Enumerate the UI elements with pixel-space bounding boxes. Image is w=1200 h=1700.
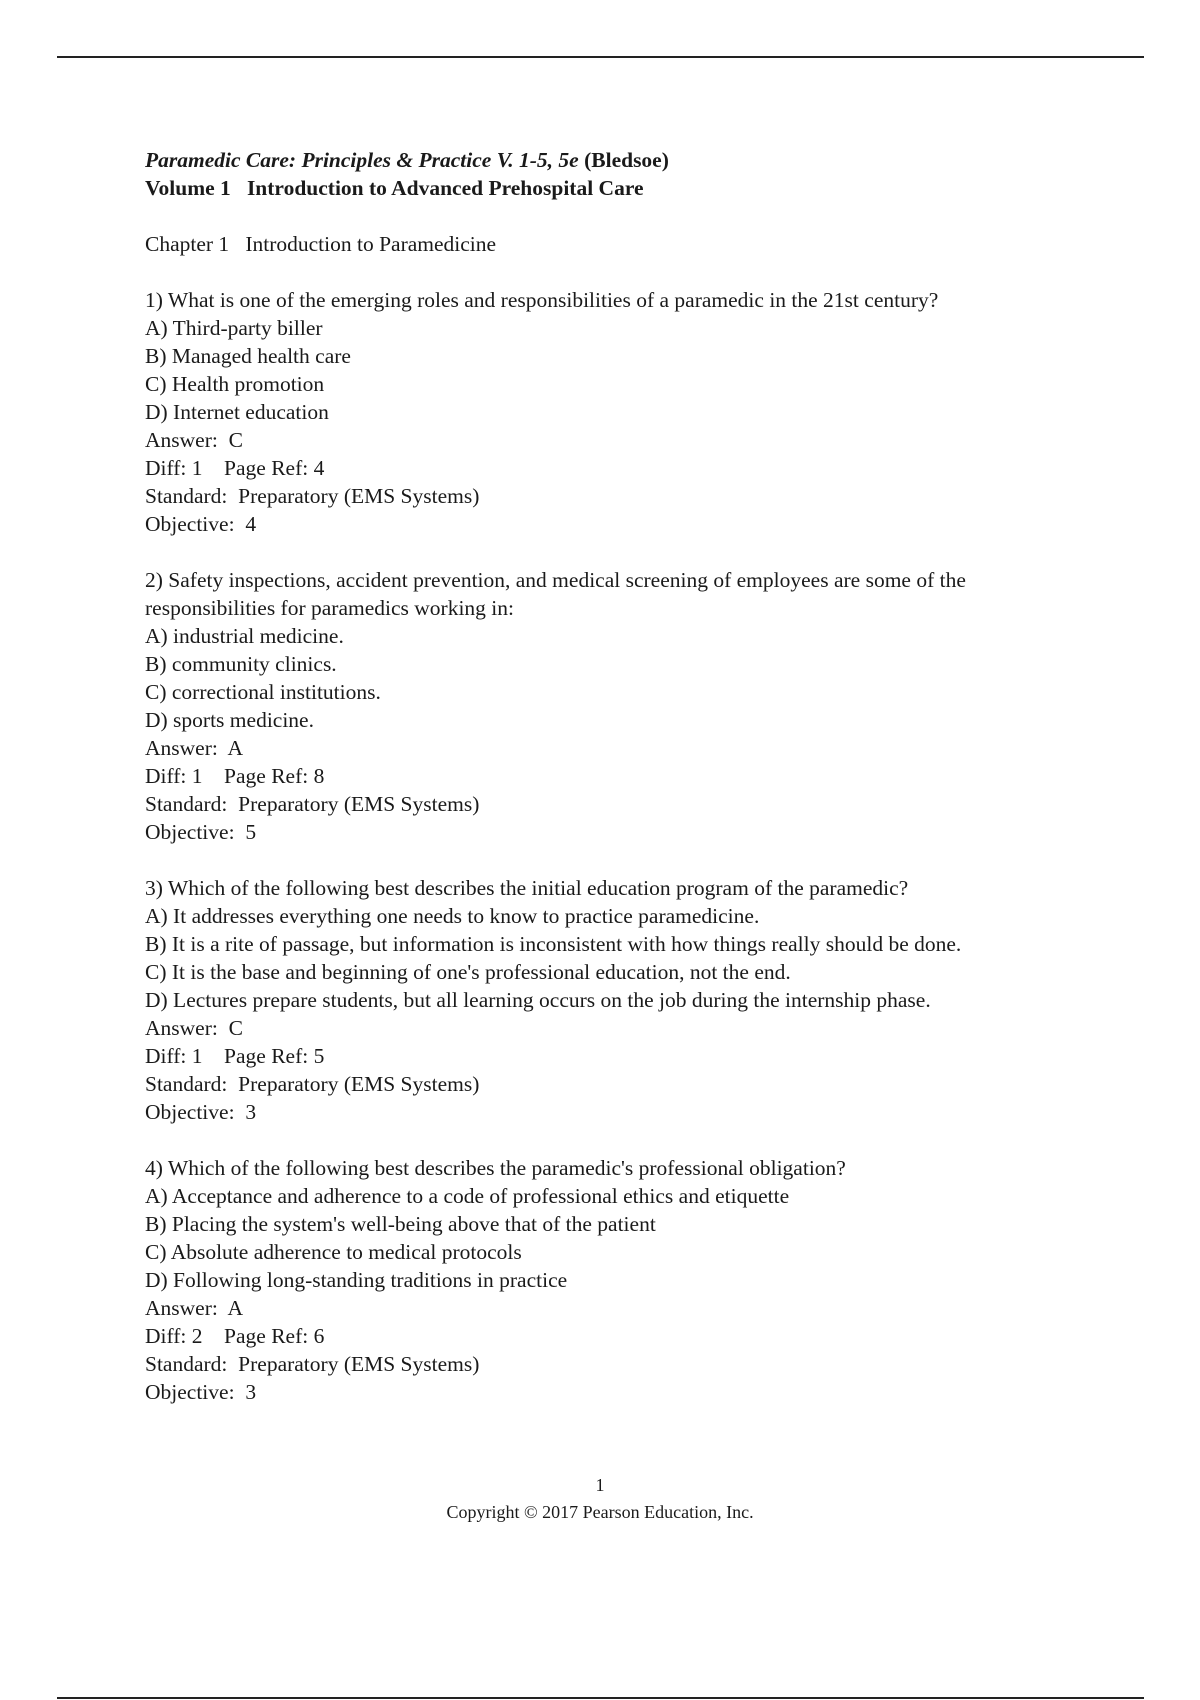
copyright-notice: Copyright © 2017 Pearson Education, Inc.	[446, 1502, 754, 1522]
question-3	[145, 874, 1085, 1126]
volume-title: Introduction to Advanced Prehospital Care	[246, 176, 644, 200]
chapter-title: Introduction to Paramedicine	[245, 232, 497, 256]
objective-value: 4	[245, 512, 257, 536]
diff-line	[145, 1042, 1085, 1070]
standard-value: Preparatory (EMS Systems)	[238, 1072, 480, 1096]
diff-value: 2	[191, 1324, 203, 1348]
option-b: B) It is a rite of passage, but information is inconsistent with how things really should be done.	[145, 932, 962, 956]
standard-value: Preparatory (EMS Systems)	[238, 792, 480, 816]
answer-label: Answer:	[145, 1296, 218, 1320]
answer-value: A	[227, 736, 243, 760]
standard-line	[145, 1070, 1085, 1098]
objective-line	[145, 818, 1085, 846]
volume-label: Volume 1	[145, 176, 231, 200]
option-d: D) Lectures prepare students, but all learning occurs on the job during the internship phase.	[145, 988, 931, 1012]
objective-label: Objective:	[145, 820, 235, 844]
option-d: D) sports medicine.	[145, 708, 314, 732]
option-a: A) Third-party biller	[145, 316, 323, 340]
diff-label: Diff:	[145, 1324, 187, 1348]
page-ref-value: 5	[313, 1044, 325, 1068]
answer-line	[145, 734, 1085, 762]
answer-line	[145, 1294, 1085, 1322]
diff-label: Diff:	[145, 456, 187, 480]
option-d: D) Following long-standing traditions in practice	[145, 1268, 568, 1292]
diff-line	[145, 1322, 1085, 1350]
diff-line	[145, 454, 1085, 482]
document-body	[145, 146, 1085, 1406]
page-ref-value: 8	[313, 764, 325, 788]
option-b: B) community clinics.	[145, 652, 337, 676]
question-1	[145, 286, 1085, 538]
option-c: C) It is the base and beginning of one's professional education, not the end.	[145, 960, 791, 984]
page-ref-value: 6	[313, 1324, 325, 1348]
standard-line	[145, 1350, 1085, 1378]
chapter-heading	[145, 230, 1085, 258]
standard-value: Preparatory (EMS Systems)	[238, 484, 480, 508]
diff-value: 1	[191, 456, 203, 480]
book-title-line	[145, 146, 1085, 174]
option-a: A) industrial medicine.	[145, 624, 344, 648]
diff-line	[145, 762, 1085, 790]
option-b: B) Managed health care	[145, 344, 351, 368]
page-ref-value: 4	[313, 456, 325, 480]
page-ref-label: Page Ref:	[224, 764, 309, 788]
answer-value: A	[227, 1296, 243, 1320]
diff-value: 1	[191, 1044, 203, 1068]
standard-line	[145, 482, 1085, 510]
chapter-label: Chapter 1	[145, 232, 230, 256]
standard-value: Preparatory (EMS Systems)	[238, 1352, 480, 1376]
objective-label: Objective:	[145, 512, 235, 536]
page-ref-label: Page Ref:	[224, 456, 309, 480]
standard-label: Standard:	[145, 1072, 228, 1096]
answer-line	[145, 426, 1085, 454]
answer-label: Answer:	[145, 1016, 218, 1040]
volume-line	[145, 174, 1085, 202]
page-ref-label: Page Ref:	[224, 1324, 309, 1348]
book-title: Paramedic Care: Principles & Practice V. 1-5, 5e	[145, 148, 579, 172]
bottom-divider	[57, 1697, 1144, 1699]
standard-label: Standard:	[145, 1352, 228, 1376]
question-stem: 4) Which of the following best describes the paramedic's professional obligation?	[145, 1156, 846, 1180]
answer-label: Answer:	[145, 428, 218, 452]
objective-line	[145, 1378, 1085, 1406]
answer-value: C	[228, 1016, 243, 1040]
title-block	[145, 146, 1085, 202]
page-number: 1	[595, 1475, 605, 1495]
standard-label: Standard:	[145, 484, 228, 508]
question-stem: 3) Which of the following best describes the initial education program of the paramedic?	[145, 876, 909, 900]
diff-value: 1	[191, 764, 203, 788]
option-c: C) Absolute adherence to medical protocols	[145, 1240, 522, 1264]
objective-line	[145, 510, 1085, 538]
question-2	[145, 566, 1085, 846]
standard-label: Standard:	[145, 792, 228, 816]
answer-value: C	[228, 428, 243, 452]
objective-label: Objective:	[145, 1380, 235, 1404]
objective-label: Objective:	[145, 1100, 235, 1124]
diff-label: Diff:	[145, 764, 187, 788]
question-stem: 2) Safety inspections, accident prevention, and medical screening of employees are some of the responsibilities for paramedics working in:	[145, 568, 966, 620]
top-divider	[57, 56, 1144, 58]
option-a: A) Acceptance and adherence to a code of professional ethics and etiquette	[145, 1184, 790, 1208]
question-4	[145, 1154, 1085, 1406]
objective-line	[145, 1098, 1085, 1126]
standard-line	[145, 790, 1085, 818]
option-c: C) Health promotion	[145, 372, 325, 396]
objective-value: 3	[245, 1100, 257, 1124]
book-author: (Bledsoe)	[584, 148, 669, 172]
option-a: A) It addresses everything one needs to know to practice paramedicine.	[145, 904, 760, 928]
option-b: B) Placing the system's well-being above that of the patient	[145, 1212, 656, 1236]
page-ref-label: Page Ref:	[224, 1044, 309, 1068]
option-c: C) correctional institutions.	[145, 680, 381, 704]
question-stem: 1) What is one of the emerging roles and responsibilities of a paramedic in the 21st century?	[145, 288, 939, 312]
answer-line	[145, 1014, 1085, 1042]
objective-value: 5	[245, 820, 257, 844]
diff-label: Diff:	[145, 1044, 187, 1068]
option-d: D) Internet education	[145, 400, 329, 424]
objective-value: 3	[245, 1380, 257, 1404]
answer-label: Answer:	[145, 736, 218, 760]
